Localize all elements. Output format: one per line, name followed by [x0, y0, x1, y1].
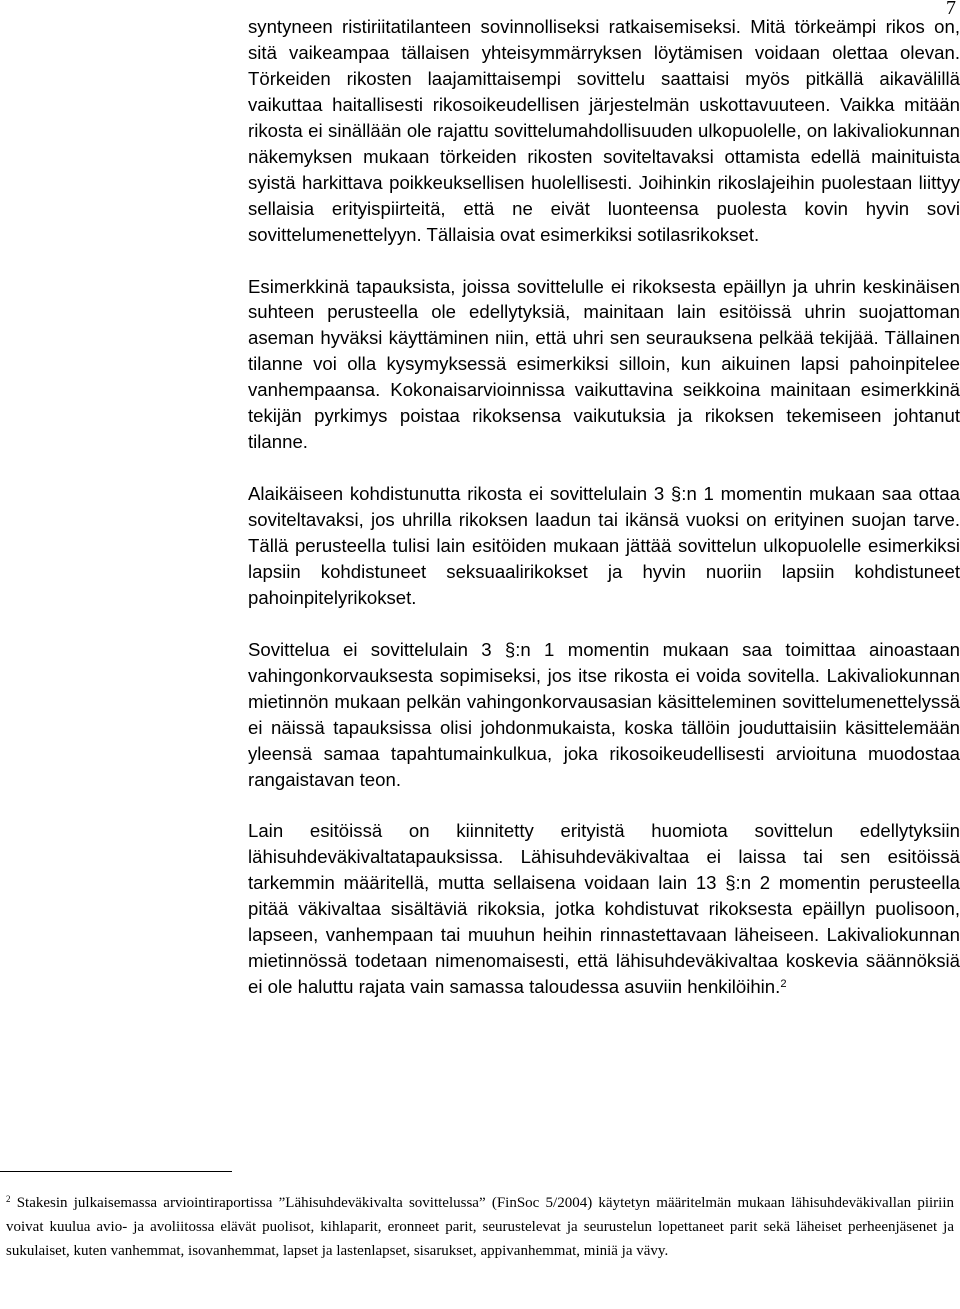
footnote-marker: 2 — [6, 1193, 11, 1204]
paragraph-5-text: Lain esitöissä on kiinnitetty erityistä huomiota sovittelun edellytyksiin lähisuhdeväkivaltatapauksissa. Lähisuhdeväkivaltaa ei laissa tai sen esitöissä tarkemmin määritellä, mutta sellaisena voidaan lain 13 §:n 2 momentin perusteella pitää väkivaltaa sisältäviä rikoksia, jotka kohdistuvat rikoksesta epäillyn puolisoon, lapseen, vanhempaan tai muuhun heihin rinnastettavaan läheiseen. Lakivaliokunnan mietinnössä todetaan nimenomaisesti, että lähisuhdeväkivaltaa koskevia säännöksiä ei ole haluttu rajata vain samassa taloudessa asuviin henkilöihin. — [248, 820, 960, 998]
paragraph-4: Sovittelua ei sovittelulain 3 §:n 1 momentin mukaan saa toimittaa ainoastaan vahingonkorvauksesta sopimiseksi, jos itse rikosta ei voida sovitella. Lakivaliokunnan mietinnön mukaan pelkän vahingonkorvausasian käsitteleminen sovittelumenettelyssä ei näissä tapauksissa olisi johdonmukaista, koska tällöin jouduttaisiin käsittelemään yleensä samaa tapahtumainkulkua, joka rikosoikeudellisesti arvioituna muodostaa rangaistavan teon. — [248, 638, 960, 790]
footnote-text: Stakesin julkaisemassa arviointiraportissa ”Lähisuhdeväkivalta sovittelussa” (FinSoc 5/2004) käytetyn määritelmän mukaan lähisuhdeväkivallan piiriin voivat kuulua avio- ja avoliitossa elävät puolisot, kihlaparit, eronneet parit, seurustelevat ja seurustelun lopettaneet parit sekä läheiset perheenjäsenet ja sukulaiset, kuten vanhemmat, isovanhemmat, lapset ja lastenlapset, sisarukset, appivanhemmat, miniä ja vävy. — [6, 1195, 954, 1259]
paragraph-1: syntyneen ristiriitatilanteen sovinnolliseksi ratkaisemiseksi. Mitä törkeämpi rikos on, sitä vaikeampaa tällaisen yhteisymmärryksen löytämisen voidaan olettaa olevan. Törkeiden rikosten laajamittaisempi sovittelu saattaisi myös pitkällä aikavälillä vaikuttaa haitallisesti rikosoikeudellisen järjestelmän uskottavuuteen. Vaikka mitään rikosta ei sinällään ole rajattu sovittelumahdollisuuden ulkopuolelle, on lakivaliokunnan näkemyksen mukaan törkeiden rikosten soviteltavaksi ottamista edellä mainituista syistä harkittava poikkeuksellisen huolellisesti. Joihinkin rikoslajeihin puolestaan liittyy sellaisia erityispiirteitä, että ne eivät luonteensa puolesta kovin hyvin sovi sovittelumenettelyyn. Tällaisia ovat esimerkiksi sotilasrikokset. — [248, 16, 960, 245]
footnote — [6, 1191, 954, 1263]
footnote-separator — [0, 1171, 232, 1172]
footnote-reference: 2 — [780, 977, 787, 990]
page-number: 7 — [946, 0, 956, 19]
paragraph-2: Esimerkkinä tapauksista, joissa sovittelulle ei rikoksesta epäillyn ja uhrin keskinäisen suhteen perusteella ole edellytyksiä, mainitaan lain esitöissä uhrin suojattoman aseman hyväksi käyttäminen niin, että uhri sen seurauksena pelkää tekijää. Tällainen tilanne voi olla kysymyksessä esimerkiksi silloin, kun aikuinen lapsi pahoinpitelee vanhempaansa. Kokonaisarvioinnissa vaikuttavina seikkoina mainitaan esimerkkinä tekijän pyrkimys poistaa rikoksensa vaikutuksia ja rikoksen tekemiseen johtanut tilanne. — [248, 275, 960, 453]
paragraph-3: Alaikäiseen kohdistunutta rikosta ei sovittelulain 3 §:n 1 momentin mukaan saa ottaa soviteltavaksi, jos uhrilla rikoksen laadun tai ikänsä vuoksi on erityinen suojan tarve. Tällä perusteella tulisi lain esitöiden mukaan jättää sovittelun ulkopuolelle esimerkiksi lapsiin kohdistuneet seksuaalirikokset ja hyvin nuoriin lapsiin kohdistuneet pahoinpitelyrikokset. — [248, 483, 960, 608]
paragraph-5 — [248, 818, 960, 1000]
body-text — [248, 14, 960, 1026]
